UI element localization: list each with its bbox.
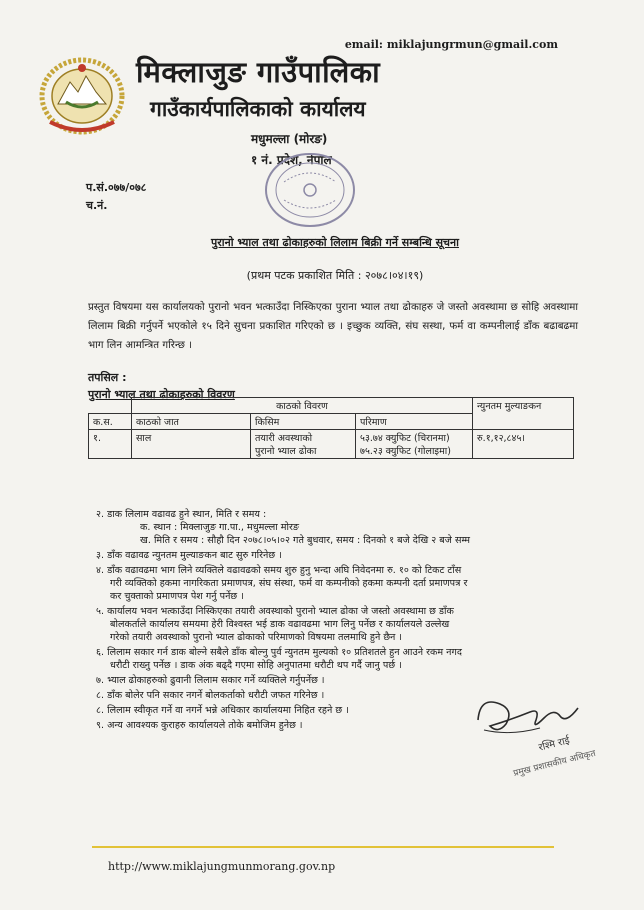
emblem-logo: [36, 52, 128, 136]
reference-number: प.सं.०७७/०७८: [86, 181, 147, 194]
condition-8: ८. डाँक बोलेर पनि सकार नगर्ने बोलकर्ताको धरौटी जफत गरिनेछ ।: [96, 690, 325, 701]
valuation-header: न्युनतम मुल्याङकन: [473, 398, 574, 430]
address-line-2: १ नं. प्रदेश, नेपाल: [251, 153, 332, 167]
table-header-row: [89, 398, 574, 414]
kind-header: किसिम: [251, 414, 356, 430]
org-name: मिक्लाजुङ गाउँपालिका: [136, 55, 381, 89]
condition-6-line-2: धरौटी राख्नु पर्नेछ । डाक अंक बढ्दै गएमा सोहि अनुपातमा धरौटी थप गर्दै जानु पर्छ ।: [110, 660, 402, 671]
condition-5-line-1: ५. कार्यालय भवन भत्काउँदा निस्किएका तयारी अवस्थाको पुरानो भ्याल ढोका जे जस्तो अवस्थामा छ डाँक: [96, 606, 454, 617]
condition-2-title: २. डाक लिलाम वढावढ हुने स्थान, मिति र समय :: [96, 509, 267, 520]
condition-3: ३. डाँक वढावढ न्युनतम मुल्याङकन बाट सुरु गरिनेछ ।: [96, 550, 282, 561]
condition-2-datetime: ख. मिति र समय : सौहौ दिन २०७८।०५।०२ गते बुधवार, समय : दिनको १ बजे देखि २ बजे सम्म: [140, 535, 471, 546]
sn-header: क.स.: [89, 414, 132, 430]
condition-2-place: क. स्थान : मिक्लाजुङ गा.पा., मधुमल्ला मोरङ: [140, 522, 300, 533]
publication-date: (प्रथम पटक प्रकाशित मिति : २०७८।०४।१९): [246, 269, 424, 282]
details-label: तपसिल :: [88, 371, 127, 384]
condition-6-line-1: ६. लिलाम सकार गर्न डाक बोल्ने सबैले डाँक बोल्नु पुर्व न्युनतम मुल्यको १० प्रतिशतले हुन आउने रकम नगद: [96, 647, 462, 658]
quantity-header: परिमाण: [356, 414, 473, 430]
footer-rule: [92, 846, 554, 848]
condition-5-line-3: गरेको तयारी अवस्थाको पुरानो भ्याल ढोकाको परिमाणको विषयमा तलमाथि हुने छैन ।: [110, 632, 403, 643]
quantity-line-2: ७५.२३ क्युफिट (गोलाइमा): [360, 446, 451, 457]
wood-type-cell: साल: [132, 430, 251, 459]
valuation-cell: रु.१,१२,८४५।: [473, 430, 574, 459]
condition-4-line-2: गरी व्यक्तिको हकमा नागरिकता प्रमाणपत्र, संघ संस्था, फर्म वा कम्पनीको हकमा कम्पनी दर्ता प्रमाणपत्र र: [110, 578, 468, 589]
condition-4-line-3: कर चुक्ताको प्रमाणपत्र पेश गर्नु पर्नेछ ।: [110, 591, 244, 602]
wood-details-header: काठको विवरण: [132, 398, 473, 414]
intro-paragraph: प्रस्तुत विषयमा यस कार्यालयको पुरानो भवन भत्काउँदा निस्किएका पुराना भ्याल तथा ढोकाहरु जे जस्तो अवस्थामा छ सोहि अवस्थामा लिलाम बिक्री गर्नुपर्ने भएकोले १५ दिने सुचना प्रकाशित गरिएको छ । इच्छुक व्यक्ति, संघ सस्था, फर्म वा कम्पनीलाई डाँक बढाबढमा भाग लिन आमन्त्रित गरिन्छ ।: [88, 302, 578, 351]
office-name: गाउँकार्यपालिकाको कार्यालय: [150, 97, 366, 121]
notice-title: पुरानो भ्याल तथा ढोकाहरुको लिलाम बिक्री गर्ने सम्बन्धि सूचना: [211, 236, 459, 249]
wood-type-header: काठको जात: [132, 414, 251, 430]
condition-7: ७. भ्याल ढोकाहरुको ढुवानी लिलाम सकार गर्ने व्यक्तिले गर्नुपर्नेछ ।: [96, 675, 325, 686]
condition-10: ९. अन्य आवश्यक कुराहरु कार्यालयले तोके बमोजिम हुनेछ ।: [96, 720, 303, 731]
quantity-line-1: ५३.७४ क्युफिट (चिरानमा): [360, 433, 450, 444]
condition-9: ८. लिलाम स्वीकृत गर्ने वा नगर्ने भन्ने अधिकार कार्यालयमा निहित रहने छ ।: [96, 705, 349, 716]
address-line-1: मधुमल्ला (मोरङ): [251, 132, 328, 146]
sn-cell: १.: [89, 430, 132, 459]
items-table: [88, 397, 574, 459]
table-row: [89, 430, 574, 459]
table-caption: पुरानो भ्याल तथा ढोकाहरुको विवरण: [88, 388, 235, 401]
header-blank: [89, 398, 132, 414]
condition-5-line-2: बोलकर्ताले कार्यालय समयमा हेरी विश्वस्त भई डाक वढावढमा भाग लिनु पर्नेछ र कार्यालयले उल्लेख: [110, 619, 450, 630]
signatory-title: प्रमुख प्रशासकीय अधिकृत: [512, 748, 597, 780]
kind-cell: [251, 430, 356, 459]
email-address: email: miklajungrmun@gmail.com: [344, 38, 558, 51]
website-link[interactable]: http://www.miklajungmunmorang.gov.np: [108, 860, 336, 873]
kind-line-1: तयारी अवस्थाको: [255, 433, 313, 444]
office-stamp: [262, 150, 358, 230]
kind-line-2: पुरानो भ्याल ढोका: [255, 446, 317, 457]
condition-4-line-1: ४. डाँक वढावढमा भाग लिने व्यक्तिले वढावढको समय शुरु हुनु भन्दा अघि निवेदनमा रु. १० को टिकट टाँस: [96, 565, 462, 576]
quantity-cell: [356, 430, 473, 459]
signatory-name: रश्मि राई: [537, 735, 571, 754]
dispatch-number: च.नं.: [86, 199, 108, 212]
